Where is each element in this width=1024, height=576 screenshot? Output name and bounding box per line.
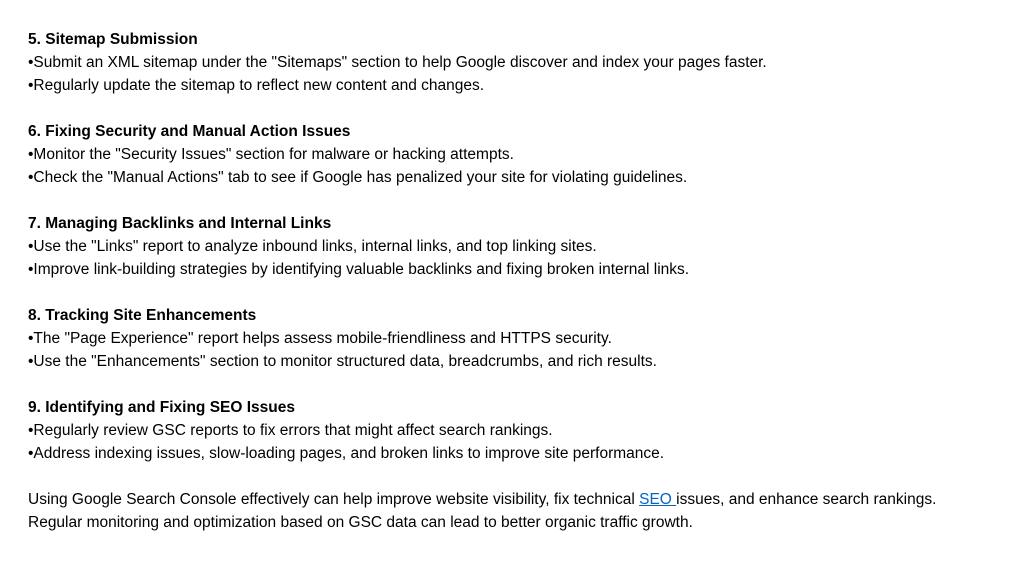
section-heading: 9. Identifying and Fixing SEO Issues (28, 399, 295, 416)
bullet-item: •Submit an XML sitemap under the "Sitemaps" section to help Google discover and index your pages faster. (28, 54, 767, 71)
section-site-enhancements (28, 304, 988, 373)
section-heading: 7. Managing Backlinks and Internal Links (28, 215, 332, 232)
bullet-item: •Use the "Links" report to analyze inbound links, internal links, and top linking sites. (28, 238, 597, 255)
bullet-item: •Use the "Enhancements" section to monitor structured data, breadcrumbs, and rich results. (28, 353, 657, 370)
bullet-item: •Regularly review GSC reports to fix errors that might affect search rankings. (28, 422, 553, 439)
bullet-item: •Improve link-building strategies by identifying valuable backlinks and fixing broken internal links. (28, 261, 690, 278)
section-heading: 5. Sitemap Submission (28, 31, 198, 48)
section-sitemap-submission (28, 28, 988, 97)
conclusion-text-after-link: issues, and enhance search rankings. Regular monitoring and optimization based on GSC data can lead to better organic traffic growth. (28, 491, 937, 531)
section-heading: 6. Fixing Security and Manual Action Issues (28, 123, 351, 140)
section-heading: 8. Tracking Site Enhancements (28, 307, 257, 324)
section-seo-issues (28, 396, 988, 465)
section-backlinks-internal-links (28, 212, 988, 281)
bullet-item: •The "Page Experience" report helps assess mobile-friendliness and HTTPS security. (28, 330, 612, 347)
conclusion-text-before-link: Using Google Search Console effectively can help improve website visibility, fix technical (28, 491, 640, 508)
bullet-item: •Regularly update the sitemap to reflect new content and changes. (28, 77, 485, 94)
slide-content (28, 28, 988, 534)
bullet-item: •Monitor the "Security Issues" section for malware or hacking attempts. (28, 146, 514, 163)
seo-link[interactable]: SEO (639, 491, 677, 508)
bullet-item: •Address indexing issues, slow-loading pages, and broken links to improve site performance. (28, 445, 665, 462)
section-security-manual-actions (28, 120, 988, 189)
bullet-item: •Check the "Manual Actions" tab to see if Google has penalized your site for violating guidelines. (28, 169, 688, 186)
conclusion-paragraph (28, 488, 978, 534)
